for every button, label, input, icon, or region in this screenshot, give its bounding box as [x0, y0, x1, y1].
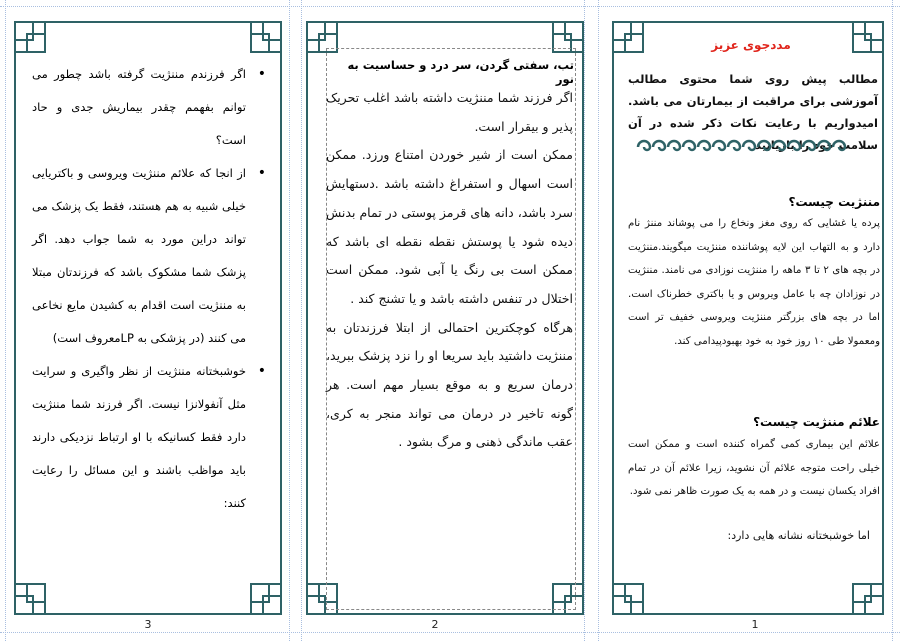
corner-ornament	[14, 21, 46, 53]
page-number: 1	[751, 618, 759, 631]
list-item: • اگر فرزندم مننژیت گرفته باشد چطور می توانم بفهمم چقدر بیماریش جدی و حاد است؟	[32, 58, 272, 157]
panel-heading: تب، سفتی گردن، سر درد و حساسیت به نور	[347, 58, 574, 86]
corner-ornament	[14, 583, 46, 615]
guide-line	[289, 0, 290, 641]
decorative-border-ornament	[636, 137, 852, 155]
corner-ornament	[852, 583, 884, 615]
intro-text: مطالب پیش روی شما محتوی مطالب آموزشی برای مراقبت از بیمارتان می باشد. امیدواریم با رعایت نکات ذکر شده در آن سلامت خود را بازیابید .	[628, 72, 878, 152]
section-body: پرده یا غشایی که روی مغز ونخاع را می پوشاند مننژ نام دارد و به التهاب این لایه پوشاننده مننژیت میگویند.مننژیت در بچه های ۲ تا ۳ ماهه را مننژیت نوزادی می نامند. مننژیت در نوزادان چه با عامل ویروس و یا باکتری خطرناک است. اما در بچه های بزرگتر مننژیت ویروسی خفیف تر است ومعمولا طی ۱۰ روز خود به خود بهبودپیدامی کند.	[628, 218, 881, 347]
guide-line	[598, 0, 599, 641]
section-body-tail: اما خوشبختانه نشانه هایی دارد:	[727, 529, 870, 542]
corner-ornament	[250, 21, 282, 53]
paragraph: اگر فرزند شما مننژیت داشته باشد اغلب تحریک پذیر و بیقرار است.	[326, 90, 573, 134]
guide-line	[301, 0, 302, 641]
guide-line	[892, 0, 893, 641]
paragraph: هرگاه کوچکترین احتمالی از ابتلا فرزندتان به مننژیت داشتید باید سریعا او را نزد پزشک ببرید، درمان سریع و به موقع بسیار مهم است. هر گونه تاخیر در درمان می تواند منجر به کری، عقب ماندگی ذهنی و مرگ بشود .	[326, 319, 573, 450]
bullet-list	[32, 58, 272, 520]
guide-line	[584, 0, 585, 641]
page-number: 2	[431, 618, 439, 631]
list-item: • از انجا که علائم مننژیت ویروسی و باکتریایی خیلی شبیه به هم هستند، فقط یک پزشک می تواند دراین مورد به شما جواب دهد. اگر پزشک شما مشکوک باشد که فرزندتان مبتلا به مننژیت است اقدام به کشیدن مایع نخاعی می کنند (در پزشکی به LPمعروف است)	[32, 157, 272, 355]
paragraph: ممکن است از شیر خوردن امتناع ورزد. ممکن است اسهال و استفراغ داشته باشد .دستهایش سرد باشد، دانه های قرمز پوستی در تمام بدنش دیده شود یا پوستش نقطه نقطه ای باشد که ممکن است بی رنگ یا آبی شود. ممکن است اختلال در تنفس داشته باشد و یا تشنج کند .	[326, 147, 573, 306]
section-body: علائم این بیماری کمی گمراه کننده است و ممکن است خیلی راحت متوجه علائم آن نشوید، زیرا علائم آن در تمام افراد یکسان نیست و در همه به یک صورت ظاهر نمی شود.	[628, 439, 880, 497]
panel-body	[326, 84, 573, 457]
section-heading: مننژیت چیست؟	[788, 195, 880, 209]
guide-line	[0, 632, 900, 633]
corner-ornament	[250, 583, 282, 615]
list-item: • خوشبختانه مننژیت از نظر واگیری و سرایت مثل آنفولانزا نیست. اگر فرزند شما مننژیت دارد فقط کسانیکه با او ارتباط نزدیکی دارند باید مواظب باشند و این مسائل را رعایت کنند:	[32, 355, 272, 520]
page-number: 3	[144, 618, 152, 631]
page-title: مددجوی عزیز	[711, 38, 791, 52]
corner-ornament	[612, 583, 644, 615]
section-heading: علائم مننژیت چیست؟	[753, 415, 880, 429]
guide-line	[0, 6, 900, 7]
guide-line	[5, 0, 6, 641]
